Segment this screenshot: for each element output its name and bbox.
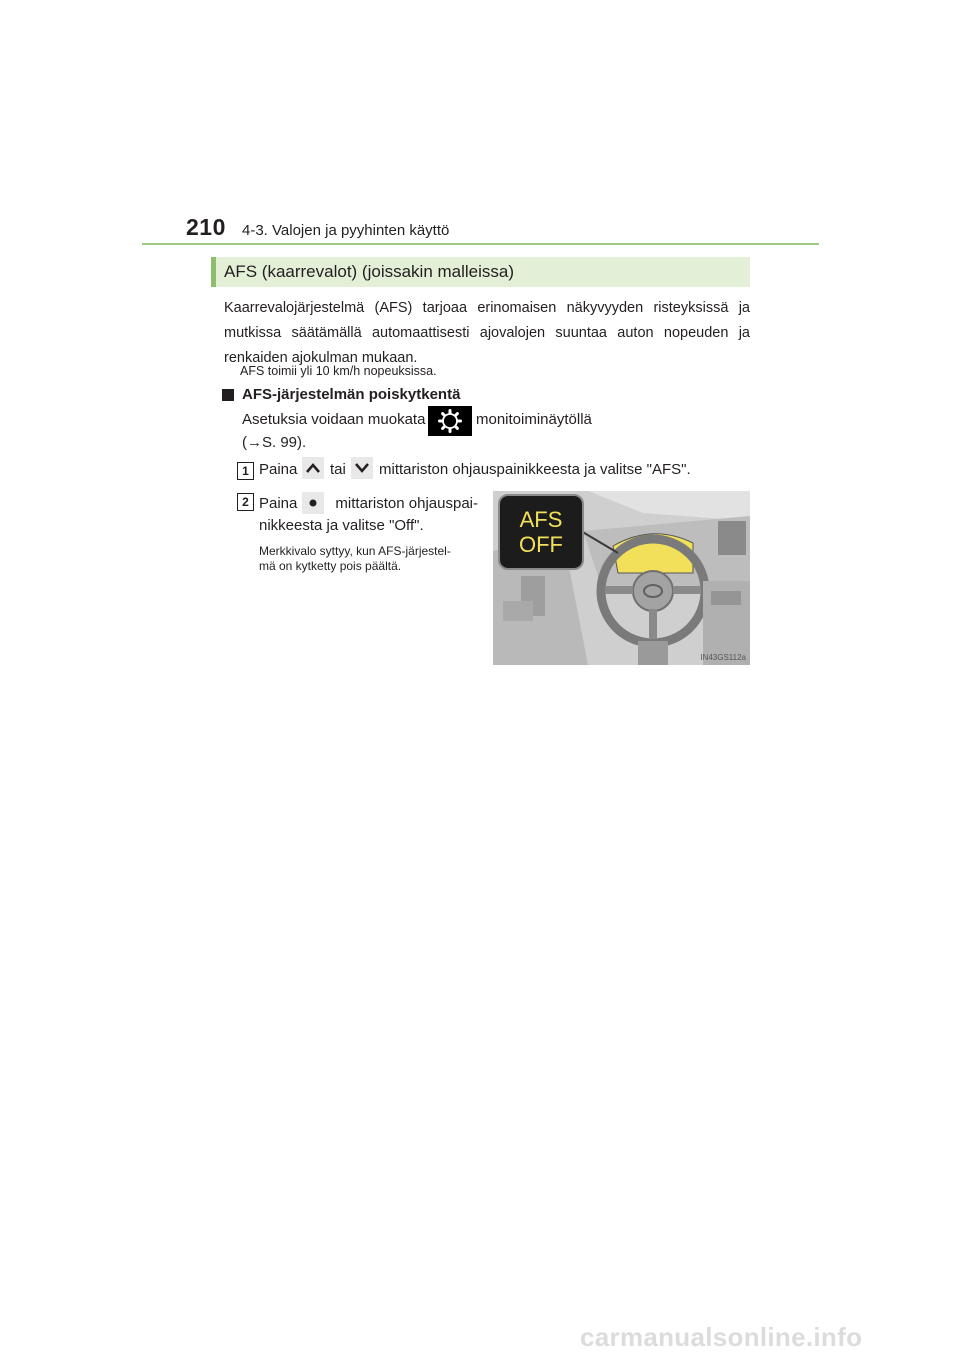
chevron-down-icon (355, 463, 369, 473)
settings-text-before: Asetuksia voidaan muokata (242, 411, 426, 428)
intro-line-2: mutkissa säätämällä automaattisesti ajovalojen suuntaa auton nopeuden ja (224, 325, 750, 341)
afs-indicator-line-1: AFS (519, 507, 563, 532)
illustration-code: IN43GS112a (700, 653, 746, 662)
settings-page-ref: (→S. 99). (242, 434, 307, 451)
step1-text: mittariston ohjauspainikkeesta ja valitse "AFS". (379, 461, 691, 478)
gear-icon (437, 408, 463, 434)
page-number: 210 (186, 214, 226, 240)
dashboard-illustration (493, 491, 750, 665)
intro-paragraph (224, 296, 750, 371)
step-number-2: 2 (237, 493, 254, 511)
intro-line-1: Kaarrevalojärjestelmä (AFS) tarjoaa erinomaisen näkyvyyden risteyksissä ja (224, 300, 750, 316)
step-number-1: 1 (237, 462, 254, 480)
speed-note: AFS toimii yli 10 km/h nopeuksissa. (240, 364, 437, 378)
section-title: 4-3. Valojen ja pyyhinten käyttö (242, 222, 450, 239)
chevron-up-icon (306, 463, 320, 473)
step2-note-line-2: mä on kytketty pois päältä. (259, 559, 402, 573)
step2-text-2: nikkeesta ja valitse "Off". (259, 517, 424, 534)
chevron-up-icon-box (302, 457, 324, 479)
intro-line-3: renkaiden ajokulman mukaan. (224, 350, 418, 366)
step2-note (259, 544, 451, 574)
section-heading: AFS (kaarrevalot) (joissakin malleissa) (224, 262, 515, 281)
gear-icon-box (428, 406, 472, 436)
chevron-down-icon-box (351, 457, 373, 479)
step2-text-1: mittariston ohjauspai- (335, 495, 478, 512)
settings-text-after: monitoiminäytöllä (476, 411, 592, 428)
step2-note-line-1: Merkkivalo syttyy, kun AFS-järjestel- (259, 544, 451, 558)
step1-tai: tai (330, 461, 346, 478)
afs-indicator-line-2: OFF (519, 532, 563, 557)
section-heading-accent (211, 257, 216, 287)
subheading: AFS-järjestelmän poiskytkentä (242, 386, 461, 403)
subheading-bullet (222, 389, 234, 401)
ok-dot-icon-box (302, 492, 324, 514)
watermark: carmanualsonline.info (580, 1322, 863, 1352)
step2-paina: Paina (259, 495, 298, 512)
afs-off-indicator (499, 507, 583, 557)
step1-paina: Paina (259, 461, 298, 478)
header-rule (142, 243, 819, 245)
ok-dot-icon (308, 498, 318, 508)
